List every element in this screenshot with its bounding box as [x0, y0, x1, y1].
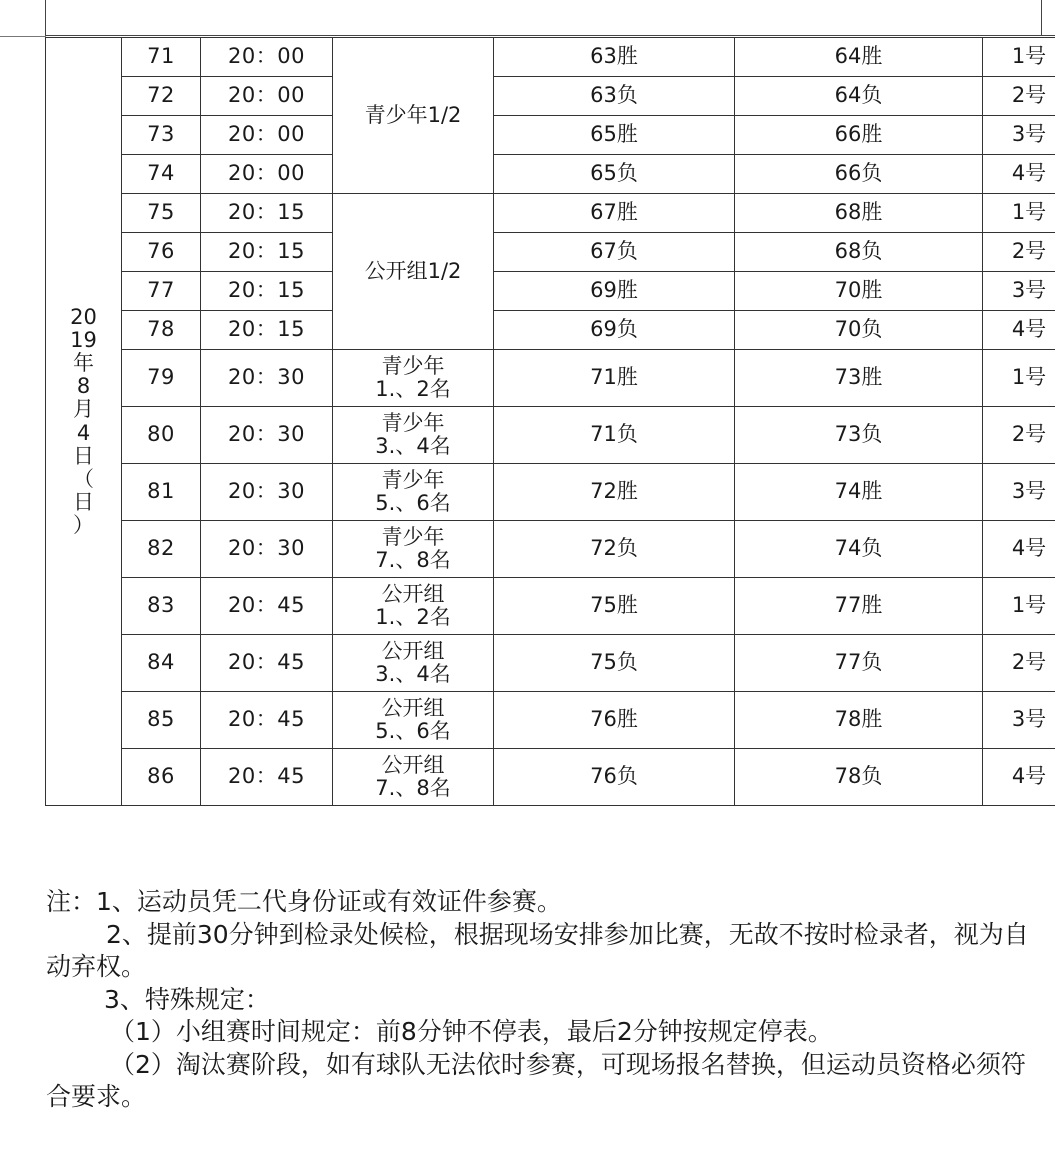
table-row	[46, 692, 1055, 749]
match-group-label	[333, 749, 494, 806]
team-a: 67胜	[494, 194, 735, 233]
team-a: 65胜	[494, 116, 735, 155]
date-char: ）	[73, 512, 94, 537]
note-line: （1）小组赛时间规定：前8分钟不停表，最后2分钟按规定停表。	[110, 1017, 833, 1046]
venue: 3号	[983, 692, 1055, 749]
note-line: 2、提前30分钟到检录处候检，根据现场安排参加比赛，无故不按时检录者，视为自动弃权。	[46, 919, 1029, 981]
match-number: 86	[122, 749, 201, 806]
group-name: 公开组	[381, 752, 445, 777]
venue: 4号	[983, 311, 1055, 350]
note-line: 注：1、运动员凭二代身份证或有效证件参赛。	[46, 887, 562, 916]
match-number: 74	[122, 155, 201, 194]
venue: 4号	[983, 521, 1055, 578]
match-number: 72	[122, 77, 201, 116]
match-number: 78	[122, 311, 201, 350]
team-b: 70负	[735, 311, 983, 350]
group-placement: 7.、8名	[375, 776, 451, 800]
table-row	[46, 233, 1055, 272]
venue: 1号	[983, 350, 1055, 407]
date-char: 20	[70, 305, 97, 330]
match-time: 20：00	[201, 155, 333, 194]
match-number: 85	[122, 692, 201, 749]
date-char: 年	[73, 351, 94, 376]
team-a: 72负	[494, 521, 735, 578]
previous-table-cell-edge	[1041, 0, 1055, 36]
team-b: 73负	[735, 407, 983, 464]
group-placement: 3.、4名	[375, 662, 451, 686]
match-time: 20：30	[201, 464, 333, 521]
match-time: 20：30	[201, 350, 333, 407]
team-a: 71负	[494, 407, 735, 464]
match-number: 80	[122, 407, 201, 464]
notes-section	[46, 886, 1046, 1114]
team-b: 77负	[735, 635, 983, 692]
team-a: 72胜	[494, 464, 735, 521]
group-name: 青少年	[381, 353, 445, 378]
match-time: 20：00	[201, 77, 333, 116]
match-time: 20：00	[201, 116, 333, 155]
match-schedule-table	[45, 37, 1055, 806]
group-placement: 5.、6名	[375, 491, 451, 515]
group-placement: 1.、2名	[375, 377, 451, 401]
table-row	[46, 116, 1055, 155]
match-group-label	[333, 578, 494, 635]
team-a: 75负	[494, 635, 735, 692]
match-group-label	[333, 635, 494, 692]
match-group-label	[333, 350, 494, 407]
match-time: 20：45	[201, 692, 333, 749]
team-b: 64胜	[735, 38, 983, 77]
team-a: 76胜	[494, 692, 735, 749]
match-group-label: 公开组1/2	[333, 194, 494, 350]
team-a: 65负	[494, 155, 735, 194]
match-group-label: 青少年1/2	[333, 38, 494, 194]
table-row	[46, 272, 1055, 311]
venue: 2号	[983, 233, 1055, 272]
team-b: 74胜	[735, 464, 983, 521]
table-row	[46, 38, 1055, 77]
group-placement: 5.、6名	[375, 719, 451, 743]
table-row	[46, 311, 1055, 350]
match-date-cell	[46, 38, 122, 806]
match-time: 20：15	[201, 194, 333, 233]
team-a: 69负	[494, 311, 735, 350]
group-placement: 1.、2名	[375, 605, 451, 629]
match-number: 77	[122, 272, 201, 311]
team-b: 74负	[735, 521, 983, 578]
group-name: 青少年	[381, 410, 445, 435]
team-a: 71胜	[494, 350, 735, 407]
table-row	[46, 635, 1055, 692]
venue: 1号	[983, 38, 1055, 77]
date-char: 19	[70, 328, 97, 353]
match-number: 81	[122, 464, 201, 521]
team-b: 68负	[735, 233, 983, 272]
match-time: 20：45	[201, 635, 333, 692]
match-time: 20：45	[201, 749, 333, 806]
match-time: 20：15	[201, 311, 333, 350]
team-b: 64负	[735, 77, 983, 116]
note-line: 3、特殊规定：	[104, 984, 270, 1014]
table-row	[46, 194, 1055, 233]
table-row	[46, 749, 1055, 806]
team-b: 78负	[735, 749, 983, 806]
table-row	[46, 578, 1055, 635]
date-char: 8	[76, 374, 91, 399]
match-time: 20：15	[201, 233, 333, 272]
venue: 4号	[983, 749, 1055, 806]
team-a: 67负	[494, 233, 735, 272]
table-row	[46, 77, 1055, 116]
previous-table-edge	[45, 0, 1055, 36]
venue: 4号	[983, 155, 1055, 194]
match-number: 71	[122, 38, 201, 77]
team-a: 63负	[494, 77, 735, 116]
group-name: 公开组	[381, 581, 445, 606]
match-number: 76	[122, 233, 201, 272]
match-time: 20：15	[201, 272, 333, 311]
match-time: 20：00	[201, 38, 333, 77]
venue: 3号	[983, 116, 1055, 155]
group-placement: 7.、8名	[375, 548, 451, 572]
venue: 2号	[983, 635, 1055, 692]
match-group-label	[333, 692, 494, 749]
venue: 1号	[983, 578, 1055, 635]
venue: 2号	[983, 407, 1055, 464]
note-line: （2）淘汰赛阶段，如有球队无法依时参赛，可现场报名替换，但运动员资格必须符合要求。	[46, 1049, 1026, 1111]
team-b: 78胜	[735, 692, 983, 749]
match-time: 20：30	[201, 407, 333, 464]
team-b: 70胜	[735, 272, 983, 311]
group-name: 公开组	[381, 695, 445, 720]
team-b: 77胜	[735, 578, 983, 635]
venue: 3号	[983, 272, 1055, 311]
match-group-label	[333, 464, 494, 521]
team-b: 66负	[735, 155, 983, 194]
match-number: 75	[122, 194, 201, 233]
date-char: （	[73, 466, 94, 491]
top-border-line	[0, 36, 46, 37]
match-number: 82	[122, 521, 201, 578]
match-group-label	[333, 521, 494, 578]
match-number: 83	[122, 578, 201, 635]
venue: 1号	[983, 194, 1055, 233]
match-group-label	[333, 407, 494, 464]
match-number: 79	[122, 350, 201, 407]
date-char: 4	[76, 420, 91, 445]
group-name: 公开组	[381, 638, 445, 663]
match-number: 84	[122, 635, 201, 692]
team-b: 73胜	[735, 350, 983, 407]
group-placement: 3.、4名	[375, 434, 451, 458]
team-a: 75胜	[494, 578, 735, 635]
venue: 3号	[983, 464, 1055, 521]
match-number: 73	[122, 116, 201, 155]
match-time: 20：45	[201, 578, 333, 635]
table-row	[46, 521, 1055, 578]
team-b: 66胜	[735, 116, 983, 155]
date-char: 日	[73, 489, 94, 514]
team-a: 63胜	[494, 38, 735, 77]
team-a: 76负	[494, 749, 735, 806]
date-char: 日	[73, 443, 94, 468]
match-time: 20：30	[201, 521, 333, 578]
table-row	[46, 464, 1055, 521]
group-name: 青少年	[381, 467, 445, 492]
team-a: 69胜	[494, 272, 735, 311]
group-name: 青少年	[381, 524, 445, 549]
date-char: 月	[73, 397, 94, 422]
table-row	[46, 350, 1055, 407]
team-b: 68胜	[735, 194, 983, 233]
venue: 2号	[983, 77, 1055, 116]
table-row	[46, 155, 1055, 194]
table-row	[46, 407, 1055, 464]
